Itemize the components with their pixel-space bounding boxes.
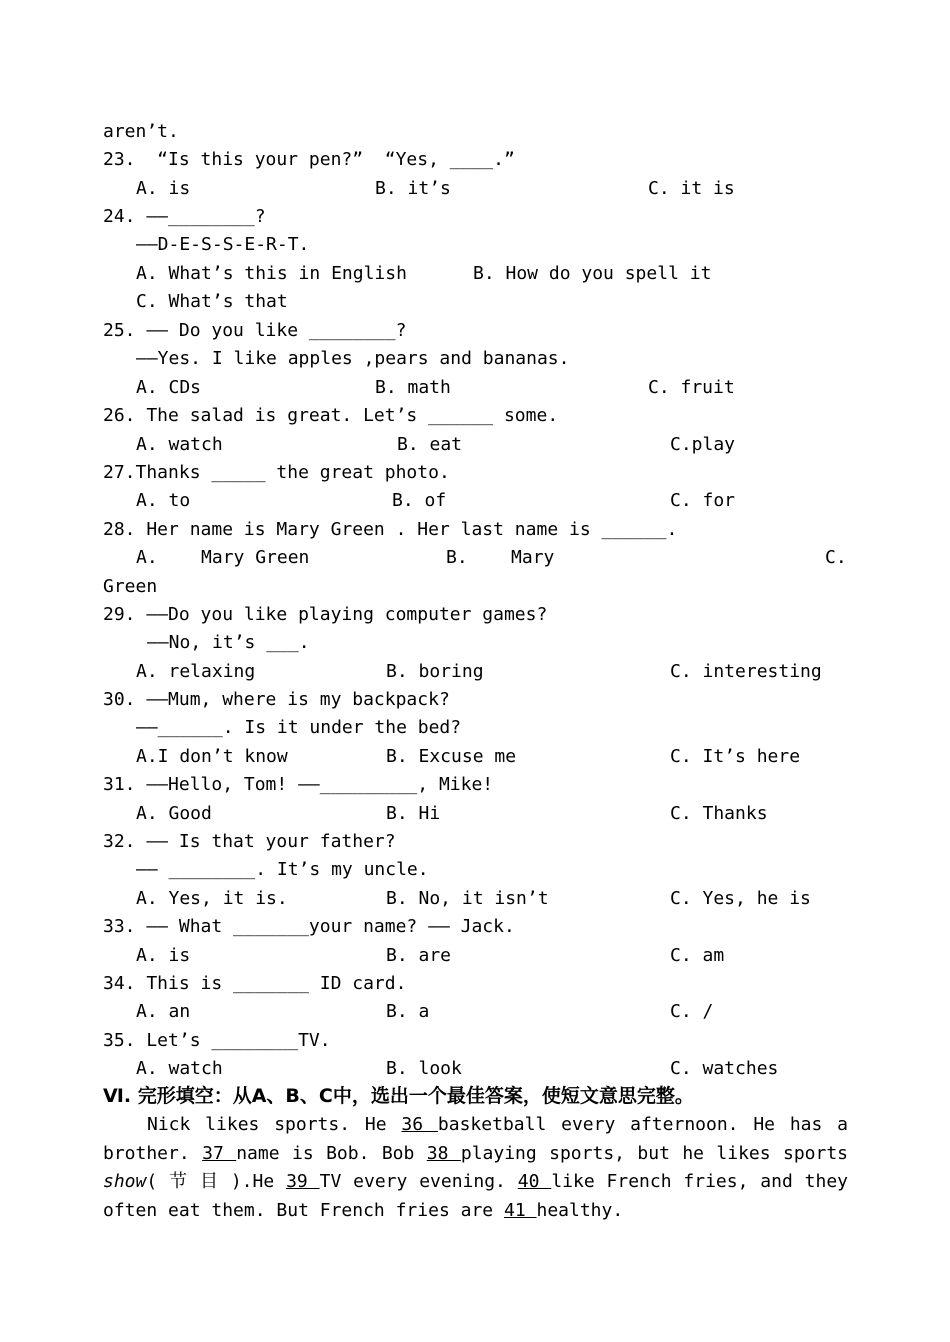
q25-stem: 25. —— Do you like ________? xyxy=(103,320,407,341)
passage-text-2: basketball every afternoon. He has a brother. xyxy=(103,1114,849,1164)
q28-option-c-text: Green xyxy=(103,576,158,597)
q23-option-a: A. is xyxy=(136,178,191,199)
q35-option-b: B. look xyxy=(386,1058,462,1079)
q25-reply: ——Yes. I like apples ,pears and bananas. xyxy=(136,348,570,369)
q33-option-c: C. am xyxy=(670,945,725,966)
q27-option-b: B. of xyxy=(392,490,447,511)
q24-option-b: B. How do you spell it xyxy=(473,263,712,284)
q31-option-c: C. Thanks xyxy=(670,803,768,824)
q34-option-c: C. / xyxy=(670,1001,714,1022)
q29-option-a: A. relaxing xyxy=(136,661,256,682)
passage-text-4: playing sports, but he likes sports xyxy=(460,1142,849,1164)
q35-stem: 35. Let’s ________TV. xyxy=(103,1030,331,1051)
q24-reply: ——D-E-S-S-E-R-T. xyxy=(136,234,310,255)
q35-option-a: A. watch xyxy=(136,1058,223,1079)
q32-stem: 32. —— Is that your father? xyxy=(103,831,396,852)
q30-option-b: B. Excuse me xyxy=(386,746,517,767)
q35-option-c: C. watches xyxy=(670,1058,779,1079)
q34-option-b: B. a xyxy=(386,1001,430,1022)
section-6-title: Ⅵ. 完形填空：从A、B、C中，选出一个最佳答案，使短文意思完整。 xyxy=(103,1085,694,1107)
q29-option-c: C. interesting xyxy=(670,661,822,682)
q32-option-c: C. Yes, he is xyxy=(670,888,811,909)
q26-option-b: B. eat xyxy=(397,434,463,455)
q33-stem: 33. —— What _______your name? —— Jack. xyxy=(103,916,515,937)
q34-option-a: A. an xyxy=(136,1001,191,1022)
q28-stem: 28. Her name is Mary Green . Her last name is ______. xyxy=(103,519,678,540)
q30-option-c: C. It’s here xyxy=(670,746,801,767)
q23-option-c: C. it is xyxy=(648,178,735,199)
q24-option-a: A. What’s this in English xyxy=(136,263,407,284)
q31-option-b: B. Hi xyxy=(386,803,441,824)
passage-text-5: ( 节 目 ).He xyxy=(146,1171,275,1192)
q31-option-a: A. Good xyxy=(136,803,212,824)
q24-option-c: C. What’s that xyxy=(136,291,288,312)
passage-text-8: healthy. xyxy=(536,1199,624,1221)
blank-41: 41 xyxy=(503,1199,537,1221)
q29-stem: 29. ——Do you like playing computer games? xyxy=(103,604,548,625)
q32-option-a: A. Yes, it is. xyxy=(136,888,288,909)
q30-reply: ——______. Is it under the bed? xyxy=(136,717,462,738)
q29-option-b: B. boring xyxy=(386,661,484,682)
word-show: show xyxy=(103,1171,147,1192)
q28-option-b: B. Mary xyxy=(446,547,555,568)
q33-option-a: A. is xyxy=(136,945,191,966)
q32-reply: —— ________. It’s my uncle. xyxy=(136,859,429,880)
q31-stem: 31. ——Hello, Tom! ——_________, Mike! xyxy=(103,774,494,795)
q30-option-a: A.I don’t know xyxy=(136,746,288,767)
blank-37: 37 xyxy=(202,1142,237,1164)
cloze-passage xyxy=(103,1111,848,1225)
q32-option-b: B. No, it isn’t xyxy=(386,888,549,909)
q24-stem: 24. ——________? xyxy=(103,206,266,227)
q22-tail: aren’t. xyxy=(103,121,179,142)
q25-option-a: A. CDs xyxy=(136,377,202,398)
q25-option-c: C. fruit xyxy=(648,377,735,398)
q25-option-b: B. math xyxy=(375,377,451,398)
q26-option-c: C.play xyxy=(670,434,736,455)
blank-39: 39 xyxy=(286,1171,320,1192)
q28-option-a: A. Mary Green xyxy=(136,547,310,568)
q27-stem: 27.Thanks _____ the great photo. xyxy=(103,462,450,483)
q27-option-c: C. for xyxy=(670,490,736,511)
q30-stem: 30. ——Mum, where is my backpack? xyxy=(103,689,450,710)
q26-stem: 26. The salad is great. Let’s ______ some. xyxy=(103,405,559,426)
q33-option-b: B. are xyxy=(386,945,452,966)
q26-option-a: A. watch xyxy=(136,434,223,455)
passage-text-3: name is Bob. Bob xyxy=(236,1142,415,1164)
blank-36: 36 xyxy=(401,1114,438,1135)
q23-stem: 23. “Is this your pen?” “Yes, ____.” xyxy=(103,149,515,170)
passage-text-7: like French fries, and they often eat them. But French fries are xyxy=(103,1171,849,1221)
q27-option-a: A. to xyxy=(136,490,191,511)
q28-option-c: C. xyxy=(825,547,847,568)
q23-option-b: B. it’s xyxy=(375,178,451,199)
blank-38: 38 xyxy=(426,1142,461,1164)
passage-text-6: TV every evening. xyxy=(319,1171,506,1192)
q34-stem: 34. This is _______ ID card. xyxy=(103,973,407,994)
q29-reply: ——No, it’s ___. xyxy=(147,632,310,653)
passage-text-1: Nick likes sports. He xyxy=(147,1114,387,1135)
blank-40: 40 xyxy=(517,1171,552,1192)
